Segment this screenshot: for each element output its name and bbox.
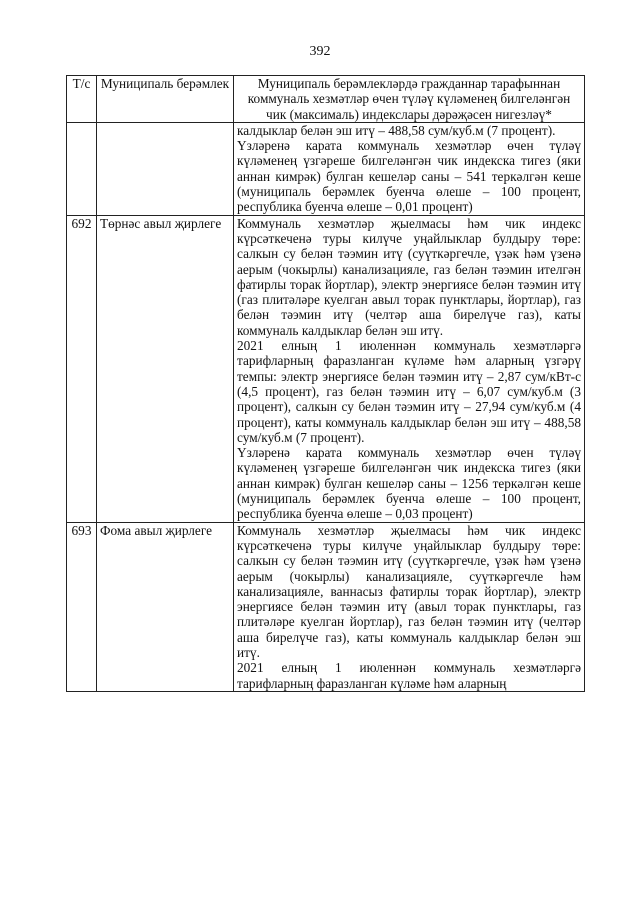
header-num: Т/с [67, 76, 97, 123]
row-num: 692 [67, 215, 97, 522]
table-header-row [67, 76, 585, 123]
page-number: 392 [309, 44, 331, 59]
row-num [67, 122, 97, 215]
header-index: Муниципаль берәмлекләрдә гражданнар тарафыннан коммуналь хезмәтләр өчен түләү күләменең билгеләнгән чик (максималь) индекслары дәрәҗәсен нигезләү* [234, 76, 585, 123]
row-municipality [97, 122, 234, 215]
table-row [67, 522, 585, 691]
row-description [234, 122, 585, 215]
row-description [234, 215, 585, 522]
table-row [67, 122, 585, 215]
description-paragraph: калдыклар белән эш итү – 488,58 сум/куб.м (7 процент). [237, 122, 556, 138]
description-paragraph: Коммуналь хезмәтләр җыелмасы һәм чик индекс күрсәткеченә туры килүче уңайлыклар булдыру төре: салкын су белән тәэмин итү (суүткәргечле, үзәк һәм үзенә аерым (чокырлы) канализацияле, суүткәргечле һәм канализацияле, ваннасыз фатирлы торак йортлар), электр энергиясе белән тәэмин итү (авыл торак пунктлары, газ плитәләре куелган йортлар), газ белән тәэмин итү (челтәр аша бирелүче газ), каты коммуналь калдыклар белән эш итү. [237, 522, 581, 660]
description-paragraph: Коммуналь хезмәтләр җыелмасы һәм чик индекс күрсәткеченә туры килүче уңайлыклар булдыру төре: салкын су белән тәэмин итү (суүткәргечле, үзәк һәм үзенә аерым (чокырлы) канализацияле, газ белән тәэмин ителгән фатирлы торак йортлар), электр энергиясе белән тәэмин итү (газ плитәләре куелган авыл торак пунктлары, йортлар), газ белән тәэмин итү (челтәр аша бирелүче газ), каты коммуналь калдыклар белән эш итү. [237, 215, 581, 338]
row-num: 693 [67, 522, 97, 691]
description-paragraph: 2021 елның 1 июленнән коммуналь хезмәтләргә тарифларның фаразланган күләме һәм аларның үзгәрү темпы: электр энергиясе белән тәэмин итү – 2,87 сум/кВт-с (4,5 процент), газ белән тәэмин итү – 6,07 сум/куб.м (3 процент), салкын су белән тәэмин итү – 27,94 сум/куб.м (4 процент), каты коммуналь калдыклар белән эш итү – 488,58 сум/куб.м (7 процент). [237, 338, 581, 445]
tariff-table [66, 75, 585, 692]
row-description [234, 522, 585, 691]
row-municipality: Фома авыл җирлеге [97, 522, 234, 691]
table-row [67, 215, 585, 522]
header-municipality: Муниципаль берәмлек [97, 76, 234, 123]
description-paragraph: Үзләренә карата коммуналь хезмәтләр өчен түләү күләменең үзгәреше билгеләнгән чик индекска тигез (яки аннан кимрәк) булган кешеләр саны – 541 теркәлгән кеше (муниципаль берәмлек буенча өлеше – 100 процент, республика буенча өлеше – 0,01 процент) [237, 138, 581, 215]
description-paragraph: Үзләренә карата коммуналь хезмәтләр өчен түләү күләменең үзгәреше билгеләнгән чик индекска тигез (яки аннан кимрәк) булган кешеләр саны – 1256 теркәлгән кеше (муниципаль берәмлек буенча өлеше – 100 процент, республика буенча өлеше – 0,03 процент) [237, 445, 581, 522]
description-paragraph: 2021 елның 1 июленнән коммуналь хезмәтләргә тарифларның фаразланган күләме һәм аларның [237, 660, 581, 691]
row-municipality: Төрнәс авыл җирлеге [97, 215, 234, 522]
